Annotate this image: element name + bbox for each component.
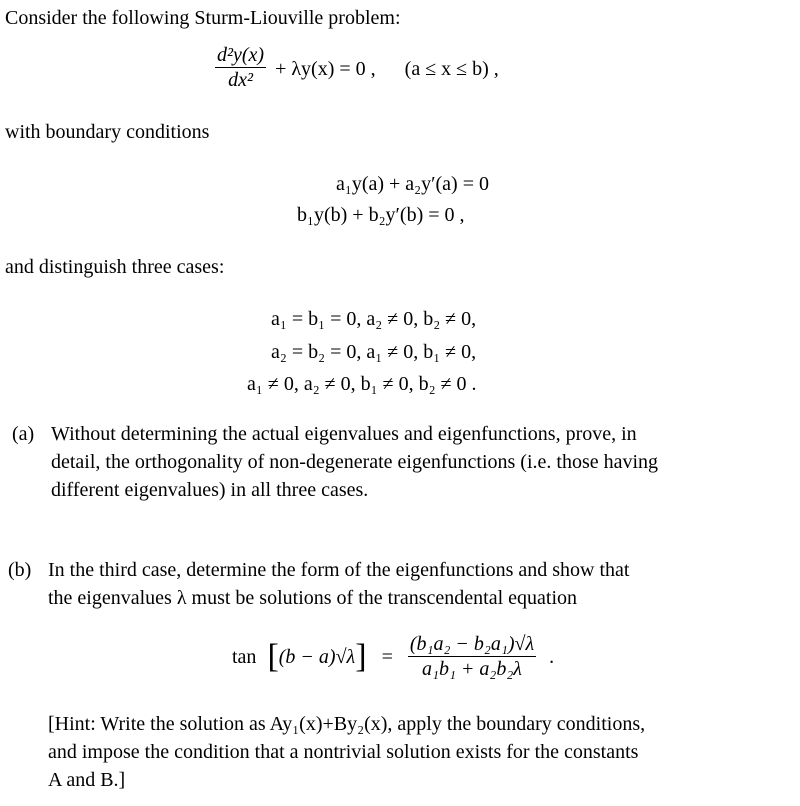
transcendental-equation [232, 632, 554, 681]
rhs-fraction [408, 632, 536, 681]
part-a-text [51, 420, 791, 504]
part-b-label: (b) [8, 559, 32, 581]
bc-line-2: b₁y(b) + b₂y′(b) = 0 , [297, 204, 465, 226]
second-derivative-fraction [215, 43, 266, 92]
part-a-line-2: detail, the orthogonality of non-degenerate eigenfunctions (i.e. those having [51, 451, 659, 473]
hint-line-1: [Hint: Write the solution as Ay₁(x)+By₂(x), apply the boundary conditions, [48, 713, 646, 735]
case-line-3: a₁ ≠ 0, a₂ ≠ 0, b₁ ≠ 0, b₂ ≠ 0 . [247, 373, 477, 395]
part-b-line-2: the eigenvalues λ must be solutions of the transcendental equation [48, 587, 578, 609]
tan-argument: (b − a)√λ [278, 645, 356, 668]
part-a-line-3: different eigenvalues) in all three cases. [51, 479, 369, 501]
ode-rest: + λy(x) = 0 , [275, 58, 376, 81]
intro-text: Consider the following Sturm-Liouville problem: [5, 7, 401, 29]
rhs-numerator: (b₁a₂ − b₂a₁)√λ [409, 633, 535, 655]
bc-line-1: a₁y(a) + a₂y′(a) = 0 [335, 173, 489, 195]
fraction-numerator: d²y(x) [217, 44, 265, 66]
left-bracket: [ [267, 637, 279, 675]
part-a-label: (a) [12, 423, 35, 445]
cases-intro-text: and distinguish three cases: [5, 256, 225, 278]
tan-function: tan [232, 645, 257, 668]
ode-equation [215, 43, 499, 92]
hint-line-2: and impose the condition that a nontrivial solution exists for the constants [48, 741, 639, 763]
part-b-text [48, 556, 793, 612]
ode-domain: (a ≤ x ≤ b) , [404, 58, 499, 81]
hint-text [48, 710, 793, 794]
hint-line-3: A and B.] [48, 769, 126, 791]
fraction-denominator: dx² [228, 69, 253, 91]
rhs-denominator: a₁b₁ + a₂b₂λ [421, 658, 522, 680]
equals-sign: = [381, 645, 393, 668]
equation-period: . [549, 645, 555, 668]
case-line-2: a₂ = b₂ = 0, a₁ ≠ 0, b₁ ≠ 0, [271, 341, 477, 363]
case-line-1: a₁ = b₁ = 0, a₂ ≠ 0, b₂ ≠ 0, [271, 308, 477, 330]
part-b-line-1: In the third case, determine the form of the eigenfunctions and show that [48, 559, 630, 581]
part-a-line-1: Without determining the actual eigenvalues and eigenfunctions, prove, in [51, 423, 637, 445]
bc-intro-text: with boundary conditions [5, 121, 210, 143]
right-bracket: ] [355, 637, 367, 675]
